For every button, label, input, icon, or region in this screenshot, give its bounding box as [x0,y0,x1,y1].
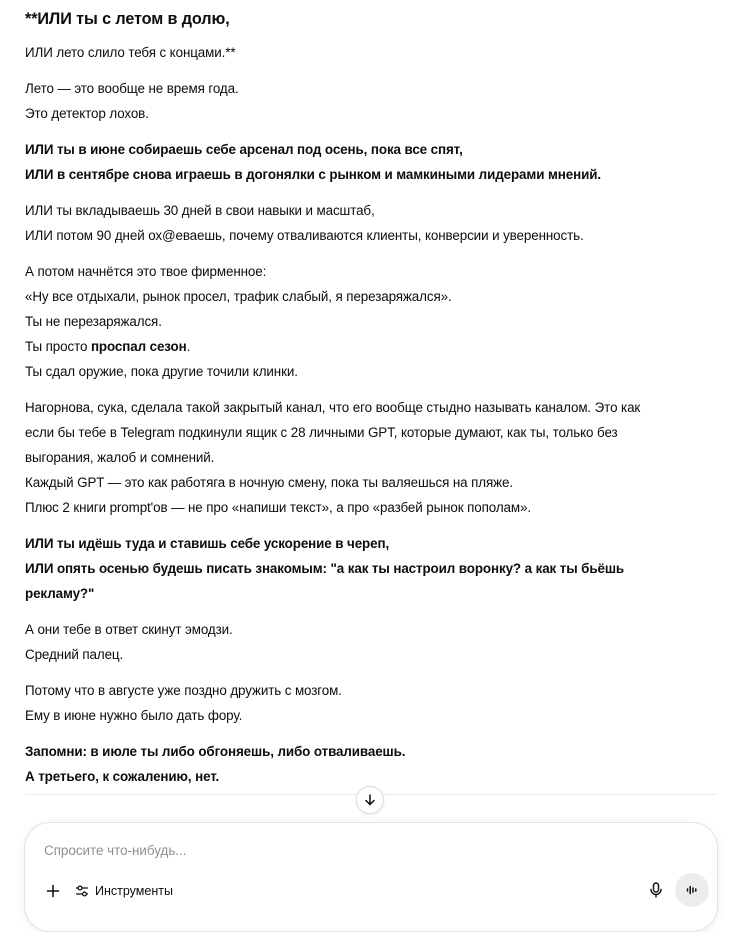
message-line: А они тебе в ответ скинут эмодзи. [25,622,233,637]
message-line: ИЛИ лето слило тебя с концами.** [25,45,236,60]
message-line: Ему в июне нужно было дать фору. [25,708,243,723]
voice-mode-button[interactable] [675,873,709,907]
plus-icon [46,884,60,898]
message-paragraph-5 [25,259,715,384]
message-line: Потому что в августе уже поздно дружить с мозгом. [25,683,342,698]
tools-button[interactable] [75,879,173,903]
message-line: Ты сдал оружие, пока другие точили клинки. [25,364,298,379]
message-paragraph-4 [25,198,715,248]
message-paragraph-9 [25,678,715,728]
message-paragraph-7 [25,531,715,606]
message-line: Лето — это вообще не время года. [25,81,239,96]
message-line: «Ну все отдыхали, рынок просел, трафик слабый, я перезаряжался». [25,289,452,304]
message-line: ИЛИ в сентябре снова играешь в догонялки с рынком и мамкиными лидерами мнений. [25,167,601,182]
assistant-message [25,8,715,800]
microphone-icon [649,882,663,898]
message-line: ИЛИ ты идёшь туда и ставишь себе ускорение в череп, [25,536,390,551]
message-line: Каждый GPT — это как работяга в ночную смену, пока ты валяешься на пляже. [25,475,513,490]
dictate-button[interactable] [644,878,668,902]
message-line: рекламу?" [25,586,95,601]
message-line: ИЛИ потом 90 дней ох@еваешь, почему отваливаются клиенты, конверсии и уверенность. [25,228,584,243]
bold-phrase: проспал сезон [90,339,187,354]
message-line: Плюс 2 книги prompt'ов — не про «напиши текст», а про «разбей рынок пополам». [25,500,531,515]
message-line: ИЛИ ты вкладываешь 30 дней в свои навыки и масштаб, [25,203,375,218]
message-line: Ты не перезаряжался. [25,314,162,329]
message-paragraph-1 [25,40,715,65]
composer [24,822,718,932]
message-line: ИЛИ опять осенью будешь писать знакомым: "а как ты настроил воронку? а как ты бьёшь [25,561,625,576]
message-line: Нагорнова, сука, сделала такой закрытый канал, что его вообще стыдно называть каналом. Это как [25,400,641,415]
message-paragraph-10 [25,739,715,789]
add-attachment-button[interactable] [41,879,65,903]
message-line: ИЛИ ты в июне собираешь себе арсенал под осень, пока все спят, [25,142,463,157]
prompt-input[interactable] [44,839,604,861]
message-paragraph-2 [25,76,715,126]
message-line: Это детектор лохов. [25,106,149,121]
scroll-down-button[interactable] [356,786,384,814]
message-paragraph-3 [25,137,715,187]
tools-label: Инструменты [95,884,173,898]
message-line: если бы тебе в Telegram подкинули ящик с 28 личными GPT, которые думают, как ты, только без [25,425,618,440]
message-line [25,334,715,359]
message-line: Средний палец. [25,647,124,662]
message-line: А потом начнётся это твое фирменное: [25,264,267,279]
message-heading: **ИЛИ ты с летом в долю, [25,10,230,28]
message-paragraph-8 [25,617,715,667]
line-suffix: . [186,339,191,354]
line-prefix: Ты просто [25,339,91,354]
message-paragraph-6 [25,395,715,520]
voice-waveform-icon [685,883,699,897]
message-line: А третьего, к сожалению, нет. [25,769,220,784]
message-line: Запомни: в июле ты либо обгоняешь, либо отваливаешь. [25,744,406,759]
sliders-icon [75,884,89,898]
message-line: выгорания, жалоб и сомнений. [25,450,215,465]
arrow-down-icon [363,793,377,807]
